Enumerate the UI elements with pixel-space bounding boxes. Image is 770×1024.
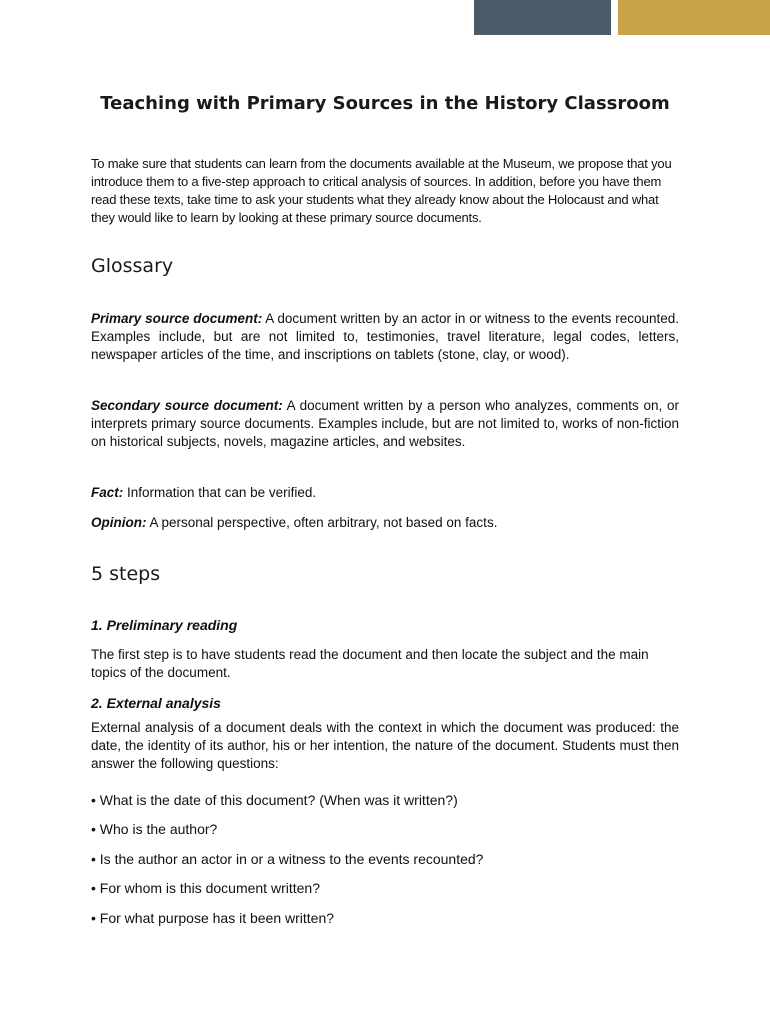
page-title: Teaching with Primary Sources in the History Classroom: [100, 93, 670, 114]
glossary-definition: A document written by a person who analyzes, comments on, or interprets primary source documents. Examples include, but are not limited to, works of non-fiction on historical subjects, novels, magazine articles, and websites.: [91, 398, 679, 449]
header-accent-bar-slate: [474, 0, 611, 35]
header-accent-bar-gold: [618, 0, 770, 35]
list-item: • For what purpose has it been written?: [91, 910, 335, 926]
list-item: • What is the date of this document? (When was it written?): [91, 792, 458, 808]
glossary-entry-fact: [91, 484, 679, 502]
step-2-text: External analysis of a document deals with the context in which the document was produced: the date, the identity of its author, his or her intention, the nature of the document. Students must then answer the following questions:: [91, 720, 679, 771]
glossary-definition: Information that can be verified.: [123, 485, 317, 500]
glossary-term: Opinion:: [91, 515, 147, 530]
list-item: • Is the author an actor in or a witness to the events recounted?: [91, 851, 484, 867]
step-1-text: The first step is to have students read the document and then locate the subject and the main topics of the document.: [91, 647, 649, 680]
step-2-title: 2. External analysis: [91, 695, 221, 711]
glossary-entry-secondary: [91, 397, 679, 451]
glossary-entry-primary: [91, 310, 679, 364]
intro-paragraph: To make sure that students can learn from the documents available at the Museum, we propose that you introduce them to a five-step approach to critical analysis of sources. In addition, before you have them read these texts, take time to ask your students what they already know about the Holocaust and what they would like to learn by looking at these primary source documents.: [91, 156, 672, 225]
steps-heading: 5 steps: [91, 563, 161, 585]
glossary-heading: Glossary: [91, 255, 174, 277]
list-item: • Who is the author?: [91, 821, 218, 837]
list-item: • For whom is this document written?: [91, 880, 320, 896]
glossary-definition: A document written by an actor in or witness to the events recounted. Examples include, but are not limited to, testimonies, travel literature, legal codes, letters, newspaper articles of the time, and inscriptions on tablets (stone, clay, or wood).: [91, 311, 679, 362]
step-1-title: 1. Preliminary reading: [91, 617, 238, 633]
glossary-definition: A personal perspective, often arbitrary, not based on facts.: [146, 515, 498, 530]
glossary-term: Primary source document:: [91, 311, 263, 326]
glossary-term: Fact:: [91, 485, 124, 500]
glossary-term: Secondary source document:: [91, 398, 283, 413]
glossary-entry-opinion: [91, 514, 679, 532]
